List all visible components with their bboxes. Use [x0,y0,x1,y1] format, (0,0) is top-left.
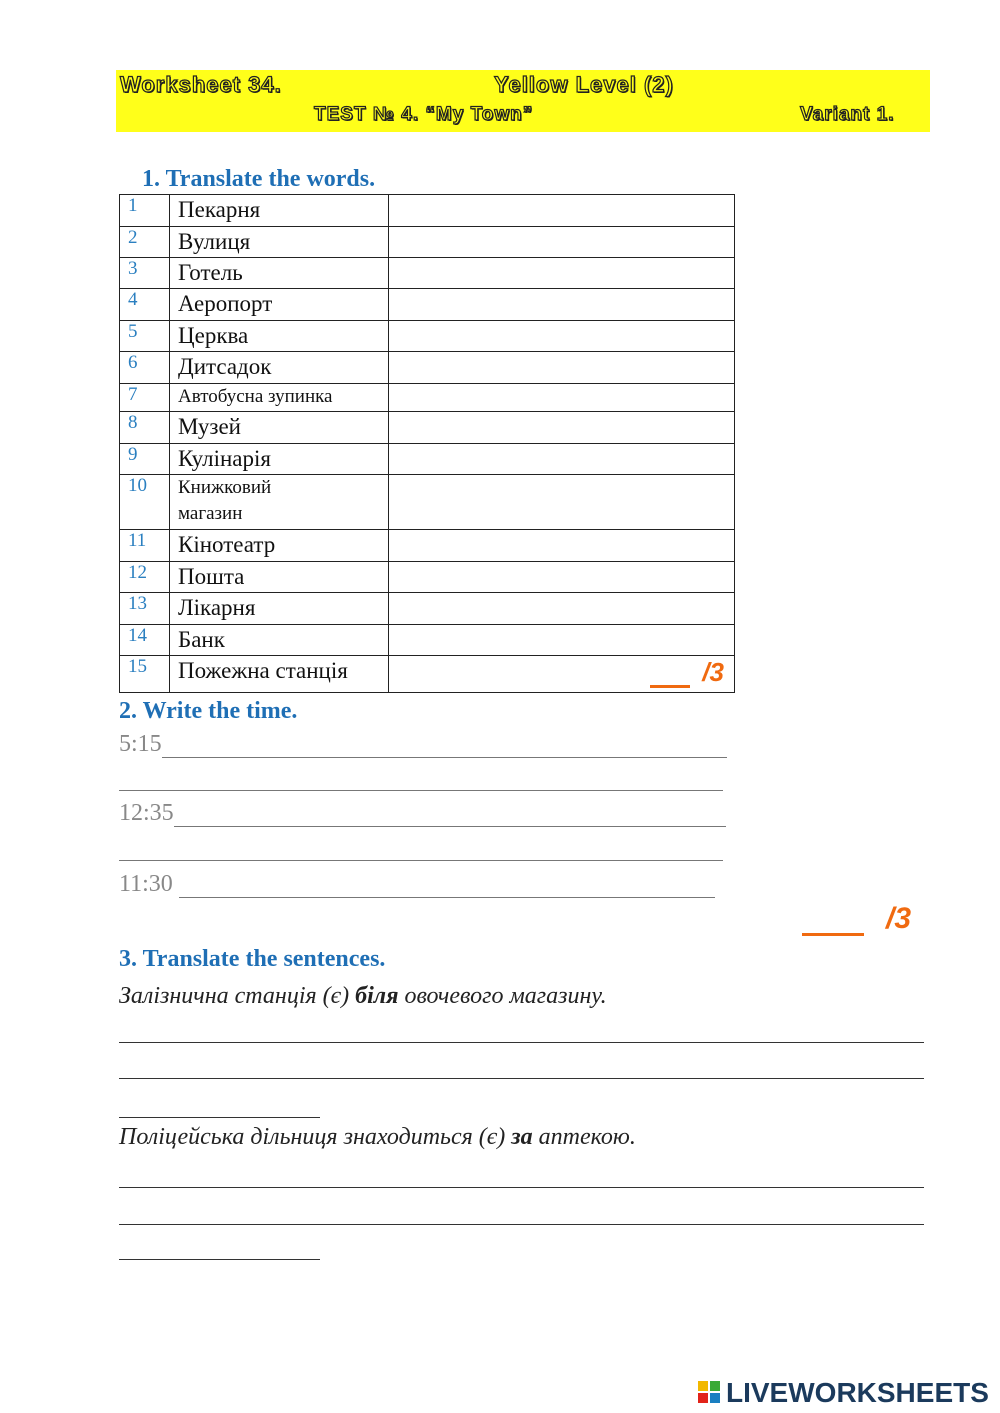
row-number: 11 [120,530,170,562]
ukrainian-word: Кулінарія [170,444,389,475]
sentence-text: Залізнична станція (є) [119,983,356,1009]
table-row [120,593,735,625]
sentence-keyword: біля [355,983,399,1009]
logo-text: LIVEWORKSHEETS [726,1377,989,1408]
ukrainian-word: Банк [170,625,389,656]
table-row [120,530,735,562]
translation-answer-cell[interactable] [389,412,735,444]
table-row [120,562,735,593]
ukrainian-word: Вулиця [170,227,389,258]
row-number: 15 [120,656,170,693]
answer-blank[interactable] [174,802,726,827]
row-number: 9 [120,444,170,475]
section-2-score [802,902,911,936]
ukrainian-word: Музей [170,412,389,444]
ukrainian-word: Церква [170,321,389,352]
table-row [120,195,735,227]
translation-answer-cell[interactable] [389,258,735,289]
table-row [120,656,735,693]
table-row [120,384,735,412]
row-number: 13 [120,593,170,625]
table-row [120,352,735,384]
section-3-title: 3. Translate the sentences. [119,946,386,972]
sentence-1 [119,983,607,1010]
table-row [120,227,735,258]
section-1-score [650,657,724,688]
time-answer-row[interactable] [119,797,726,827]
answer-blank[interactable] [162,733,727,758]
table-row [120,444,735,475]
time-prompt: 11:30 [119,871,173,897]
ukrainian-word: Пожежна станція [170,656,389,693]
score-blank[interactable] [802,907,864,936]
row-number: 7 [120,384,170,412]
table-row [120,289,735,321]
time-prompt: 12:35 [119,800,174,826]
translation-answer-cell[interactable] [389,384,735,412]
ukrainian-word: Пекарня [170,195,389,227]
answer-line[interactable] [119,1020,924,1043]
answer-line[interactable] [119,768,723,791]
translation-answer-cell[interactable] [389,321,735,352]
ukrainian-word: Лікарня [170,593,389,625]
row-number: 14 [120,625,170,656]
table-row [120,625,735,656]
sentence-text: Поліцейська дільниця знаходиться (є) [119,1124,512,1150]
row-number: 10 [120,475,170,530]
vocabulary-table [119,194,735,693]
row-number: 2 [120,227,170,258]
answer-line[interactable] [119,1237,320,1260]
table-row [120,412,735,444]
ukrainian-word: Дитсадок [170,352,389,384]
answer-line[interactable] [119,1202,924,1225]
test-title: TEST № 4. “My Town” [314,104,534,125]
section-1-title: 1. Translate the words. [142,166,376,192]
answer-line[interactable] [119,1095,320,1118]
translation-answer-cell[interactable] [389,656,735,693]
time-prompt: 5:15 [119,731,162,757]
sentence-keyword: за [511,1124,533,1150]
ukrainian-word: Пошта [170,562,389,593]
sentence-text: овочевого магазину. [398,983,607,1009]
time-answer-row[interactable] [119,728,727,758]
score-total: /3 [886,902,912,935]
answer-blank[interactable] [179,873,715,898]
translation-answer-cell[interactable] [389,289,735,321]
sentence-text: аптекою. [532,1124,636,1150]
translation-answer-cell[interactable] [389,227,735,258]
answer-line[interactable] [119,1056,924,1079]
time-answer-row[interactable] [119,868,715,898]
worksheet-header [116,70,930,132]
answer-line[interactable] [119,1165,924,1188]
ukrainian-word: Книжковий магазин [170,475,389,530]
variant-label: Variant 1. [800,104,895,125]
translation-answer-cell[interactable] [389,593,735,625]
sentence-2 [119,1124,636,1151]
row-number: 6 [120,352,170,384]
row-number: 4 [120,289,170,321]
liveworksheets-logo [698,1378,989,1408]
row-number: 3 [120,258,170,289]
translation-answer-cell[interactable] [389,195,735,227]
ukrainian-word: Аеропорт [170,289,389,321]
section-2-title: 2. Write the time. [119,698,298,724]
table-row [120,475,735,530]
score-blank[interactable] [650,663,690,688]
row-number: 1 [120,195,170,227]
translation-answer-cell[interactable] [389,475,735,530]
ukrainian-word: Кінотеатр [170,530,389,562]
table-row [120,321,735,352]
level-label: Yellow Level (2) [494,72,674,97]
answer-line[interactable] [119,838,723,861]
translation-answer-cell[interactable] [389,352,735,384]
row-number: 5 [120,321,170,352]
row-number: 8 [120,412,170,444]
logo-icon [698,1381,722,1405]
translation-answer-cell[interactable] [389,625,735,656]
translation-answer-cell[interactable] [389,530,735,562]
table-row [120,258,735,289]
translation-answer-cell[interactable] [389,562,735,593]
translation-answer-cell[interactable] [389,444,735,475]
score-total: /3 [702,657,724,687]
ukrainian-word: Автобусна зупинка [170,384,389,412]
ukrainian-word: Готель [170,258,389,289]
worksheet-number: Worksheet 34. [120,72,282,97]
row-number: 12 [120,562,170,593]
